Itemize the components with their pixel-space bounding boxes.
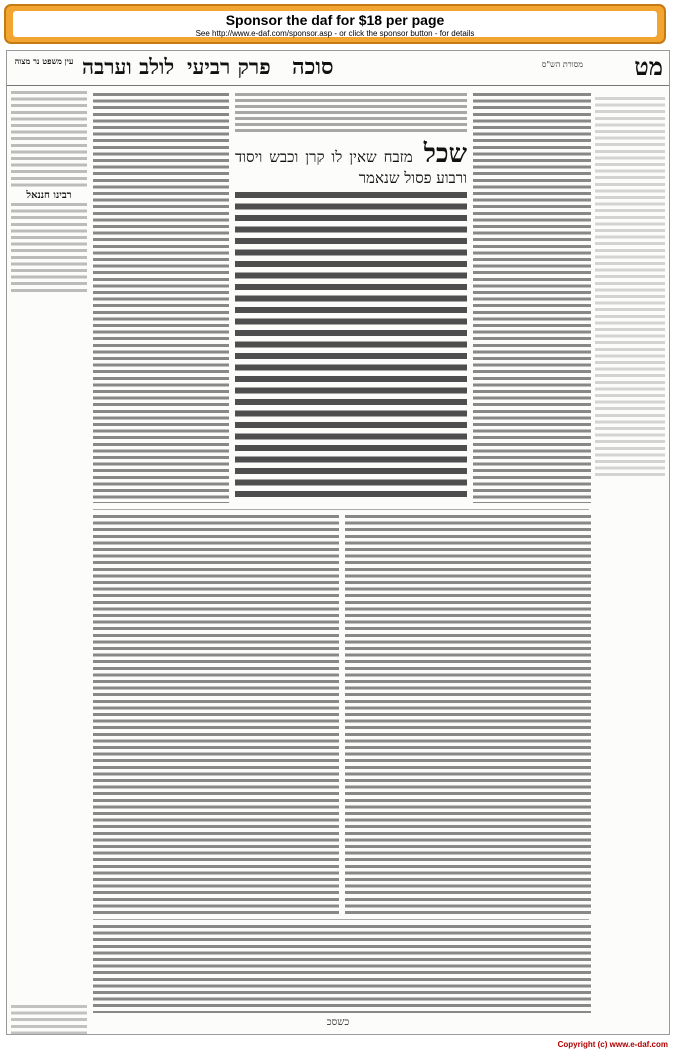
gemara-top-lines (235, 93, 467, 133)
page-number: מט (634, 52, 663, 81)
gemara-first-line: מזבח שאין לו קרן וכבש ויסוד ורבוע פסול שנאמר (235, 148, 467, 187)
ein-mishpat-text (11, 91, 87, 187)
page-header (7, 54, 669, 82)
gemara-body (235, 192, 467, 499)
sponsor-title[interactable]: Sponsor the daf for $18 per page (225, 12, 445, 28)
header-divider (7, 85, 669, 86)
ein-mishpat-column (11, 91, 87, 1035)
tosafot-commentary (93, 93, 229, 503)
commentary-divider (93, 509, 589, 510)
perek-label: פרק רביעי (187, 54, 271, 79)
rabbeinu-chananel-text (11, 203, 87, 295)
sponsor-banner[interactable] (4, 4, 666, 44)
bottom-commentary (93, 925, 591, 1013)
masoret-column (595, 91, 665, 477)
rashi-commentary (473, 93, 591, 503)
masoret-label: מסורת הש"ס (541, 60, 583, 69)
chapter-name: לולב וערבה (82, 54, 175, 79)
lower-commentary-right (345, 515, 591, 915)
masechet-title: סוכה (292, 54, 334, 80)
talmud-page (6, 50, 670, 1035)
masoret-text (595, 97, 665, 477)
sponsor-banner-inner[interactable] (13, 11, 657, 37)
ein-mishpat-label: עין משפט נר מצוה (14, 56, 74, 66)
sponsor-subtitle: See http://www.e-daf.com/sponsor.asp - or click the sponsor button - for details (195, 29, 475, 38)
rabbeinu-chananel-heading: רבינו חננאל (26, 190, 72, 201)
gemara-text (235, 139, 467, 499)
page-signature: כשסכ (326, 1017, 350, 1028)
copyright-notice[interactable]: Copyright (c) www.e-daf.com (557, 1040, 668, 1049)
lower-commentary-left (93, 515, 339, 915)
bottom-divider (93, 919, 589, 920)
gemara-opening-word: שכל (423, 139, 467, 169)
